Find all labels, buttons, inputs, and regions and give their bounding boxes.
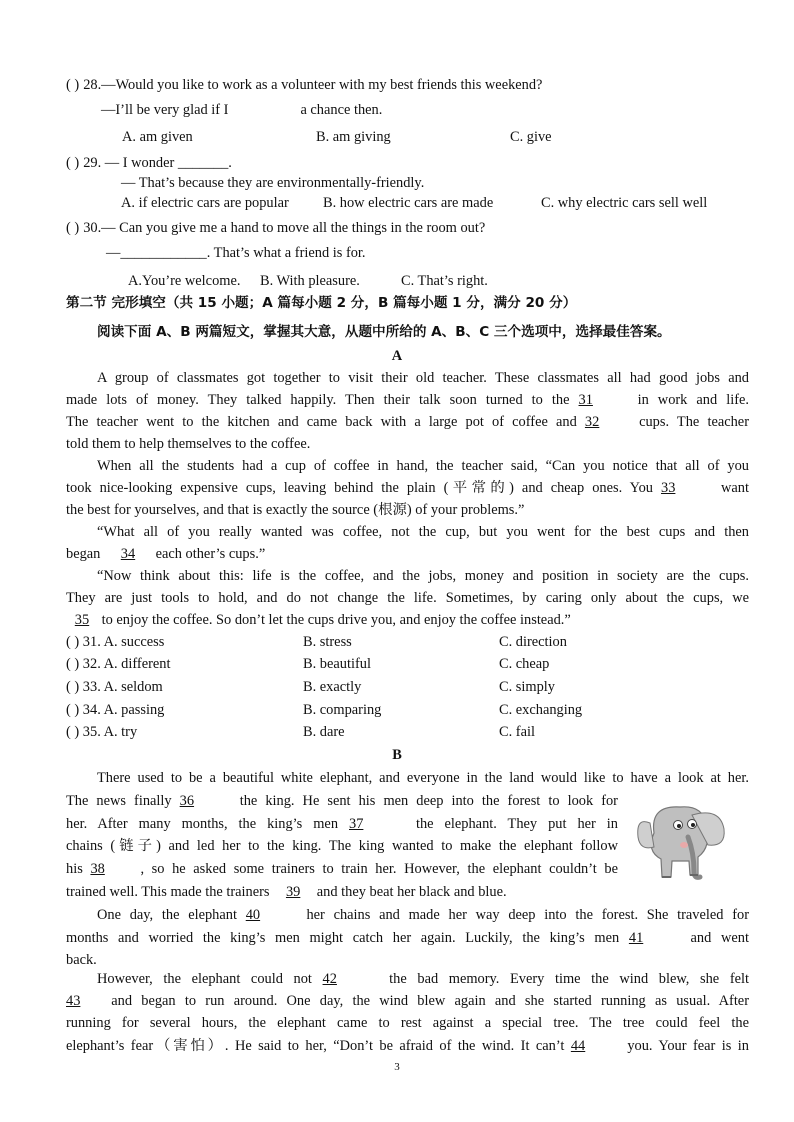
section-title: 第二节 完形填空（共 15 小题；A 篇每小题 2 分，B 篇每小题 1 分，满分 20 分）: [66, 295, 577, 311]
passage-b-line: trained well. This made the trainers 39 and they beat her black and blue.: [66, 884, 507, 900]
passage-a-line: began 34 each other’s cups.”: [66, 546, 266, 562]
question-31: ( ) 31. A. success: [66, 634, 165, 650]
question-29-option-a: A. if electric cars are popular: [121, 195, 289, 211]
question-35-option-b: B. dare: [303, 724, 345, 740]
blank-35[interactable]: 35: [74, 612, 90, 628]
passage-a-line: “Now think about this: life is the coffee, and the jobs, money and position in society are the cups.: [97, 568, 749, 584]
blank-31[interactable]: 31: [578, 392, 593, 408]
passage-a-heading: A: [391, 348, 403, 364]
question-31-option-c: C. direction: [499, 634, 567, 650]
question-30-stem: ( ) 30.— Can you give me a hand to move all the things in the room out?: [66, 220, 486, 236]
question-33: ( ) 33. A. seldom: [66, 679, 163, 695]
question-34: ( ) 34. A. passing: [66, 702, 165, 718]
question-29-option-b: B. how electric cars are made: [323, 195, 494, 211]
passage-a-line: 35 to enjoy the coffee. So don’t let the cups drive you, and enjoy the coffee instead.”: [66, 611, 571, 629]
question-28-option-a: A. am given: [122, 129, 193, 145]
question-34-option-c: C. exchanging: [499, 702, 583, 718]
blank-36[interactable]: 36: [179, 793, 195, 809]
passage-a-line: took nice-looking expensive cups, leaving behind the plain (平常的) and cheap ones. You 33 want: [66, 480, 749, 496]
question-35: ( ) 35. A. try: [66, 724, 138, 740]
blank-39[interactable]: 39: [285, 884, 301, 900]
passage-a-line: A group of classmates got together to visit their old teacher. These classmates all had good jobs and: [97, 370, 749, 386]
passage-b-heading: B: [392, 747, 402, 763]
passage-a-line: told them to help themselves to the coffee.: [66, 436, 311, 452]
section-instruction: 阅读下面 A、B 两篇短文，掌握其大意，从题中所给的 A、B、C 三个选项中，选择最佳答案。: [97, 324, 671, 340]
passage-b-line: 43 and began to run around. One day, the wind blew again and she started running as usual. After: [66, 993, 749, 1009]
question-28-option-b: B. am giving: [316, 129, 391, 145]
passage-a-line: They are just tools to hold, and do not change the life. Sometimes, by caring only about the cups, we: [66, 590, 749, 606]
passage-a-line: The teacher went to the kitchen and came back with a large pot of coffee and 32 cups. The teacher: [66, 414, 749, 430]
blank-44[interactable]: 44: [570, 1038, 586, 1054]
question-29-option-c: C. why electric cars sell well: [541, 195, 708, 211]
question-28-line2: —I’ll be very glad if I a chance then.: [101, 102, 383, 118]
blank-37[interactable]: 37: [349, 816, 364, 832]
question-34-option-b: B. comparing: [303, 702, 382, 718]
passage-b-line: There used to be a beautiful white elephant, and everyone in the land would like to have a look at her.: [97, 770, 749, 786]
blank-42[interactable]: 42: [322, 971, 337, 987]
question-31-option-b: B. stress: [303, 634, 352, 650]
question-29-stem: ( ) 29. — I wonder _______.: [66, 155, 232, 171]
blank-40[interactable]: 40: [245, 907, 261, 923]
passage-a-line: When all the students had a cup of coffee in hand, the teacher said, “Can you notice that all of you: [97, 458, 749, 474]
passage-b-line: months and worried the king’s men might catch her again. Luckily, the king’s men 41 and went: [66, 930, 749, 946]
passage-a-line: the best for yourselves, and that is exactly the source (根源) of your problems.”: [66, 502, 525, 518]
page-number: 3: [394, 1061, 400, 1073]
passage-b-line: his 38 , so he asked some trainers to train her. However, the elephant couldn’t be: [66, 861, 618, 877]
blank-34[interactable]: 34: [120, 546, 136, 562]
question-32-option-c: C. cheap: [499, 656, 550, 672]
question-30-option-c: C. That’s right.: [401, 273, 488, 289]
elephant-illustration: [628, 793, 736, 889]
blank-41[interactable]: 41: [628, 930, 644, 946]
passage-a-line: “What all of you really wanted was coffee, not the cup, but you went for the best cups and then: [97, 524, 749, 540]
passage-a-line: made lots of money. They talked happily. Then their talk soon turned to the 31 in work and life.: [66, 392, 749, 408]
passage-b-line: chains (链子) and led her to the king. The king wanted to make the elephant follow: [66, 838, 618, 854]
question-30-option-b: B. With pleasure.: [260, 273, 360, 289]
passage-b-line: One day, the elephant 40 her chains and made her way deep into the forest. She traveled for: [97, 907, 749, 923]
passage-b-line: elephant’s fear（害怕）. He said to her, “Don’t be afraid of the wind. It can’t 44 you. Your fear is in: [66, 1038, 750, 1054]
passage-b-line: her. After many months, the king’s men 37 the elephant. They put her in: [66, 816, 618, 832]
blank-33[interactable]: 33: [661, 480, 676, 496]
question-28-option-c: C. give: [510, 129, 552, 145]
question-32-option-b: B. beautiful: [303, 656, 371, 672]
blank-38[interactable]: 38: [90, 861, 105, 877]
question-30-line2: —____________. That’s what a friend is for.: [106, 245, 366, 261]
question-33-option-b: B. exactly: [303, 679, 362, 695]
question-30-option-a: A.You’re welcome.: [128, 273, 241, 289]
passage-b-line: running for several hours, the elephant came to rest against a special tree. The tree could feel the: [66, 1015, 749, 1031]
passage-b-line: The news finally 36 the king. He sent his men deep into the forest to look for: [66, 793, 618, 809]
passage-b-line: However, the elephant could not 42 the bad memory. Every time the wind blew, she felt: [97, 971, 749, 987]
question-35-option-c: C. fail: [499, 724, 535, 740]
question-33-option-c: C. simply: [499, 679, 555, 695]
question-32: ( ) 32. A. different: [66, 656, 171, 672]
question-28-stem: ( ) 28.—Would you like to work as a volunteer with my best friends this weekend?: [66, 77, 543, 93]
blank-32[interactable]: 32: [584, 414, 600, 430]
question-29-line2: — That’s because they are environmentally-friendly.: [121, 175, 425, 191]
passage-b-line: back.: [66, 952, 97, 968]
blank-43[interactable]: 43: [66, 993, 81, 1009]
